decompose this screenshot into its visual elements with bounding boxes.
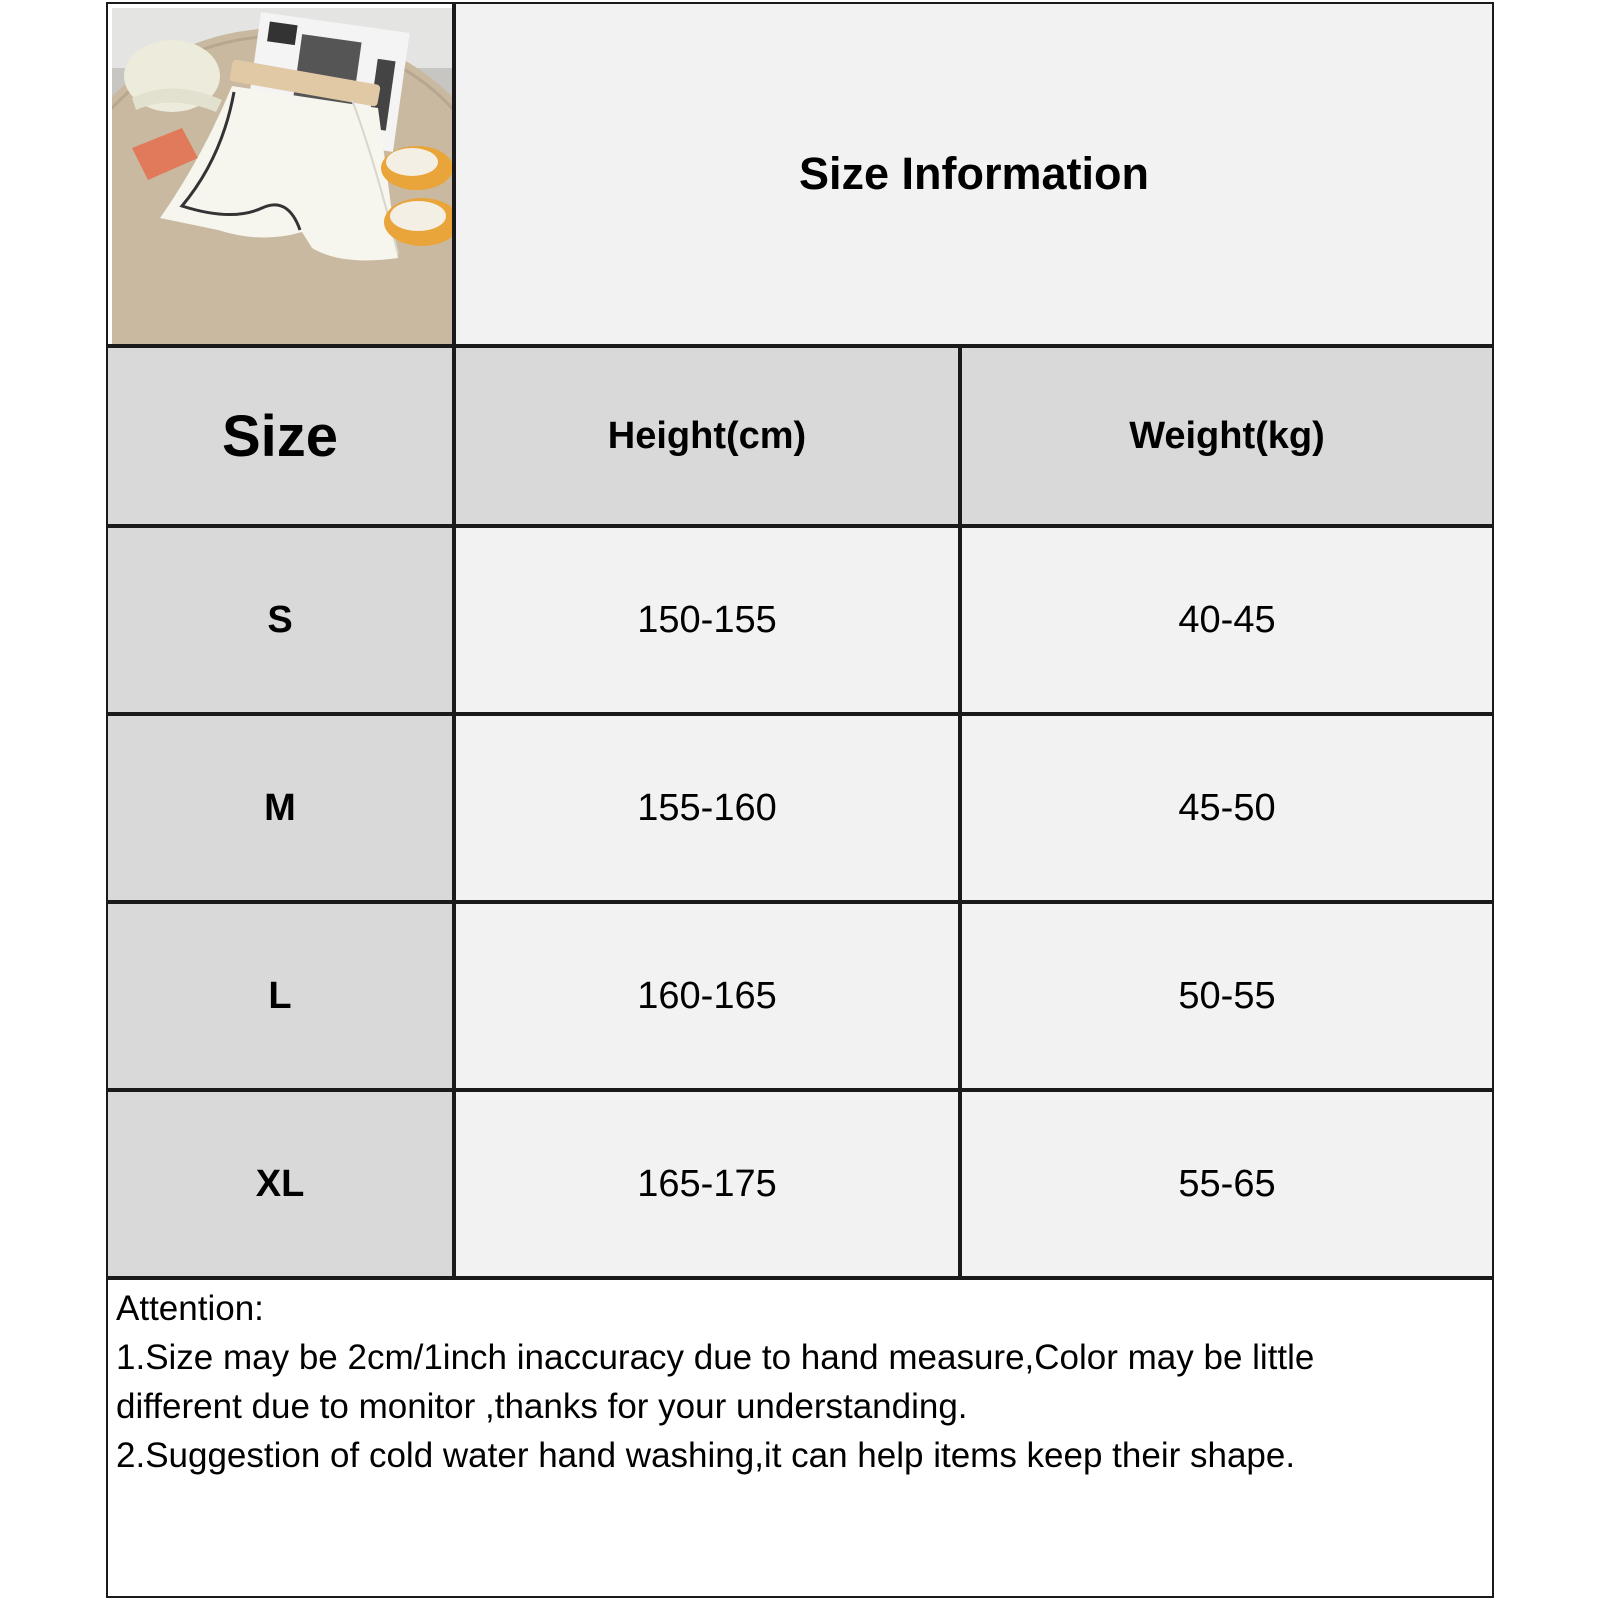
notes-line-2: different due to monitor ,thanks for your understanding. [116, 1387, 968, 1426]
attention-notes [112, 1284, 1488, 1564]
height-value: 150-155 [637, 598, 777, 641]
shorts-photo-illustration [112, 8, 452, 344]
height-value: 160-165 [637, 974, 777, 1017]
weight-value: 40-45 [1178, 598, 1276, 641]
weight-cell [962, 716, 1492, 900]
weight-cell [962, 1092, 1492, 1276]
column-header-size: Size [221, 403, 339, 469]
row-label-cell [108, 904, 452, 1088]
weight-value: 55-65 [1178, 1162, 1276, 1205]
weight-cell [962, 904, 1492, 1088]
weight-cell [962, 528, 1492, 712]
product-photo [112, 8, 452, 344]
grid-line-horizontal [108, 344, 1492, 348]
height-cell [456, 528, 958, 712]
height-cell [456, 904, 958, 1088]
weight-value: 50-55 [1178, 974, 1276, 1017]
column-header-weight: Weight(kg) [1129, 414, 1325, 457]
size-label: L [268, 974, 292, 1017]
column-header-height: Height(cm) [607, 414, 807, 457]
row-label-cell [108, 1092, 452, 1276]
page-title: Size Information [798, 148, 1150, 199]
grid-line-horizontal [108, 900, 1492, 904]
title-cell [456, 4, 1492, 344]
grid-line-vertical [958, 348, 962, 1280]
header-size-cell [108, 348, 452, 524]
grid-line-horizontal [108, 712, 1492, 716]
header-weight-cell [962, 348, 1492, 524]
row-label-cell [108, 716, 452, 900]
height-value: 155-160 [637, 786, 777, 829]
grid-line-horizontal [108, 524, 1492, 528]
grid-line-horizontal [108, 1276, 1492, 1280]
size-label: XL [255, 1162, 305, 1205]
height-cell [456, 716, 958, 900]
grid-line-horizontal [108, 1088, 1492, 1092]
size-chart-sheet [106, 2, 1494, 1598]
size-label: M [264, 786, 296, 829]
height-cell [456, 1092, 958, 1276]
notes-line-3: 2.Suggestion of cold water hand washing,it can help items keep their shape. [116, 1436, 1296, 1475]
weight-value: 45-50 [1178, 786, 1276, 829]
notes-heading: Attention: [116, 1289, 264, 1328]
notes-line-1: 1.Size may be 2cm/1inch inaccuracy due to hand measure,Color may be little [116, 1338, 1315, 1377]
header-height-cell [456, 348, 958, 524]
row-label-cell [108, 528, 452, 712]
height-value: 165-175 [637, 1162, 777, 1205]
size-label: S [267, 598, 293, 641]
